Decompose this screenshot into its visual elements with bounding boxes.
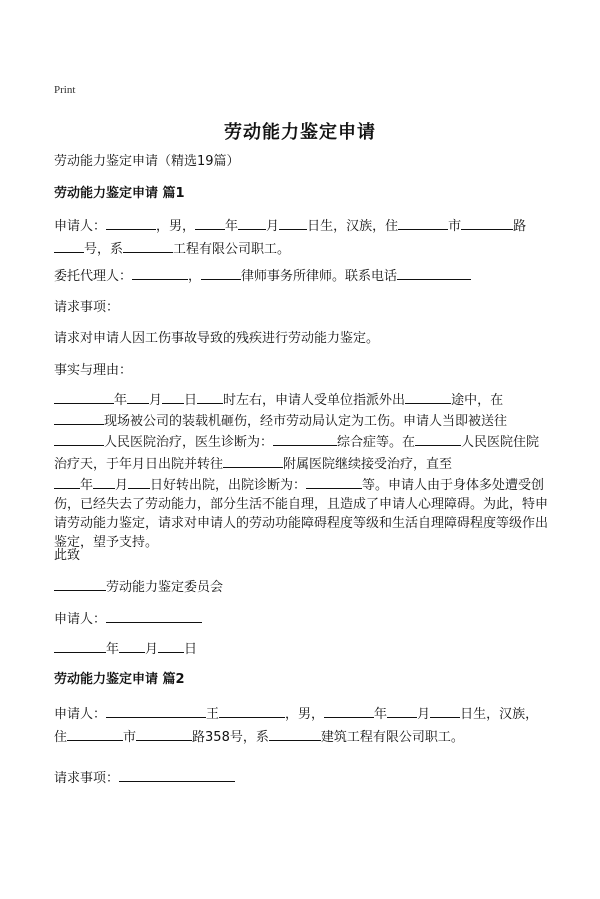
text: 建筑工程有限公司职工。 [320,730,464,745]
blank-line [54,238,84,253]
blank-line [54,410,104,425]
text: ，男， [156,219,196,234]
blank-line [223,453,283,468]
text: 日 [184,642,198,657]
blank-line [106,608,202,623]
text: 途中，在 [451,393,504,408]
section-1-request-label: 请求事项： [54,300,120,315]
text: 路 [513,219,527,234]
text: 申请人： [54,219,107,234]
section-1-facts-label: 事实与理由： [54,363,133,378]
section-2-applicant-paragraph [54,703,550,749]
text: 年 [374,707,388,722]
blank-line [461,215,513,230]
section-1-committee [54,576,550,598]
text: 劳动能力鉴定委员会 [106,580,224,595]
text: 等。申请人由于身体多处遭受创伤，已经失去了劳动能力，部分生活不能自理，且造成了申请人心理障碍。为此，特申请劳动能力鉴定，请求对申请人的劳动功能障碍程度等级和生活自理障碍程度等级作出鉴定，望予支持。 [54,477,549,551]
blank-line [201,265,241,280]
blank-line [387,703,417,718]
text: 请求事项： [54,771,120,786]
text: 年 [114,393,128,408]
section-1-closing: 此致 [54,548,81,563]
blank-line [238,215,266,230]
text: 日生，汉族，住 [307,219,399,234]
blank-line [106,703,206,718]
text: 申请人： [54,612,107,627]
text: 律师事务所律师。联系电话 [241,269,398,284]
text: 附属医院继续接受治疗，直至 [283,456,453,472]
blank-line [273,431,337,446]
blank-line [123,238,173,253]
blank-line [219,703,285,718]
blank-line [324,703,374,718]
text: 月 [266,219,280,234]
text: 月 [417,707,431,722]
text: 月 [145,642,159,657]
blank-line [119,638,145,653]
blank-line [162,389,184,404]
text: 年 [106,642,120,657]
text: 申请人： [54,707,107,722]
section-2-heading: 劳动能力鉴定申请 篇2 [54,672,185,687]
blank-line [128,474,150,489]
section-1-date [54,638,550,660]
blank-line [397,265,471,280]
text: 日生，汉族，住 [54,707,539,745]
section-1-agent-paragraph [54,265,550,287]
text: 时左右，申请人受单位指派外出 [223,393,406,408]
blank-line [93,474,115,489]
blank-line [54,638,106,653]
blank-line [430,703,460,718]
text: 月 [115,477,129,493]
text: 路358号，系 [192,730,269,745]
document-title: 劳动能力鉴定申请 [224,122,376,143]
text: 人民医院治疗，医生诊断为： [104,435,274,451]
blank-line [54,431,104,446]
blank-line [54,576,106,591]
section-1-applicant-paragraph [54,215,550,261]
blank-line [306,474,362,489]
text: 年 [225,219,239,234]
blank-line [158,638,184,653]
text: 现场被公司的装载机砸伤，经市劳动局认定为工伤。申请人当即被送往 [104,414,508,430]
blank-line [106,215,156,230]
text: 日 [184,393,198,408]
section-1-signature [54,608,550,630]
text: 日好转出院，出院诊断为： [150,477,307,493]
blank-line [269,726,321,741]
blank-line [279,215,307,230]
blank-line [405,389,451,404]
text: 年 [80,477,94,493]
text: 市 [123,730,137,745]
blank-line [195,215,225,230]
blank-line [67,726,123,741]
blank-line [127,389,149,404]
section-2-request [54,767,550,789]
text: ，男， [285,707,325,722]
text: 月 [149,393,163,408]
blank-line [54,474,80,489]
text: ， [188,269,202,284]
blank-line [197,389,223,404]
section-1-request-text: 请求对申请人因工伤事故导致的残疾进行劳动能力鉴定。 [54,331,380,346]
blank-line [54,389,114,404]
blank-line [119,767,235,782]
text: 人民医院住院治疗天，于年月日出院并转往 [54,435,540,472]
blank-line [415,431,461,446]
text: 王 [206,707,220,722]
section-1-facts-paragraph [54,389,550,553]
print-label[interactable]: Print [54,84,76,96]
text: 号，系 [84,242,124,257]
section-1-heading: 劳动能力鉴定申请 篇1 [54,186,185,201]
document-subtitle: 劳动能力鉴定申请（精选19篇） [54,154,240,169]
text: 工程有限公司职工。 [173,242,291,257]
blank-line [398,215,448,230]
text: 综合症等。在 [337,435,416,451]
text: 市 [448,219,462,234]
blank-line [132,265,188,280]
text: 委托代理人： [54,269,133,284]
blank-line [136,726,192,741]
